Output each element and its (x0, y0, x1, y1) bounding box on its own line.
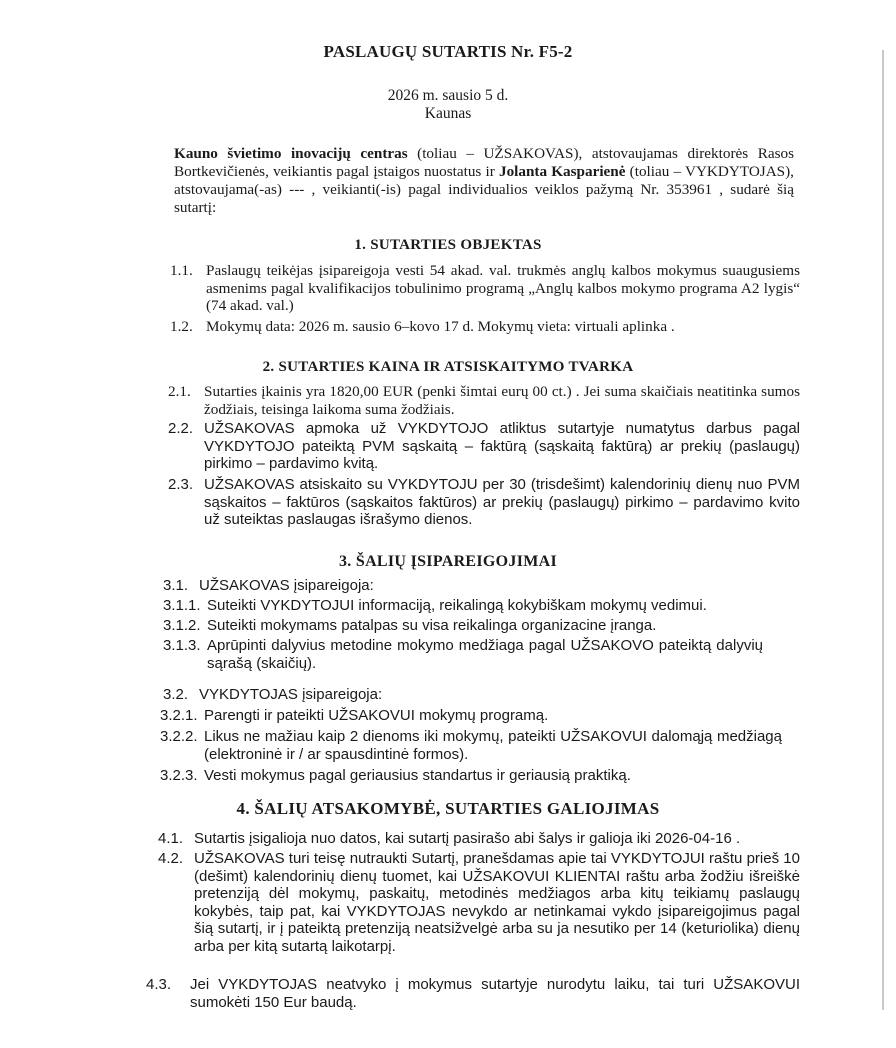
clause-3-2-3 (160, 767, 800, 785)
clause-number: 2.2. (168, 420, 194, 437)
contract-date: 2026 m. sausio 5 d. (387, 87, 509, 104)
clause-4-2 (158, 850, 800, 955)
clause-1-2 (170, 318, 800, 336)
clause-text: Vesti mokymus pagal geriausius standartus ir geriausią praktiką. (204, 767, 631, 784)
clause-text: Aprūpinti dalyvius metodine mokymo medžiaga pagal UŽSAKOVO pateiktą dalyvių sąrašą (skaičių). (207, 637, 763, 672)
clause-text: UŽSAKOVAS įsipareigoja: (199, 577, 374, 594)
intro-paragraph (174, 145, 794, 217)
clause-text: Likus ne mažiau kaip 2 dienoms iki mokymų, pateikti UŽSAKOVUI dalomąją medžiagą (elektroninė ir / ar spausdintinė formos). (204, 728, 782, 763)
clause-number: 4.3. (146, 976, 172, 993)
intro-text-2: (toliau – VYKDYTOJAS), atstovaujama(-as) --- , veikianti(-is) pagal individualios veiklos pažymą Nr. 353961 , sudarė šią sutartį: (174, 163, 794, 216)
section-4-heading: 4. ŠALIŲ ATSAKOMYBĖ, SUTARTIES GALIOJIMAS (236, 799, 660, 818)
clause-number: 4.1. (158, 830, 184, 847)
clause-1-1 (170, 262, 800, 315)
clause-3-1-3 (163, 637, 763, 672)
clause-text: Mokymų data: 2026 m. sausio 6–kovo 17 d. Mokymų vieta: virtuali aplinka . (206, 318, 675, 335)
clause-number: 3.1.1. (163, 597, 201, 614)
page-edge-shadow (882, 50, 884, 1010)
section-2-heading: 2. SUTARTIES KAINA IR ATSISKAITYMO TVARKA (262, 359, 634, 375)
clause-number: 1.2. (170, 318, 193, 335)
clause-text: Suteikti VYKDYTOJUI informaciją, reikalingą kokybiškam mokymų vedimui. (207, 597, 707, 614)
clause-3-2-1 (160, 707, 800, 725)
contract-city: Kaunas (424, 105, 472, 122)
clause-number: 1.1. (170, 262, 193, 279)
clause-number: 3.2. (163, 686, 189, 703)
clause-2-2 (168, 420, 800, 473)
provider-name: Jolanta Kasparienė (498, 163, 626, 180)
clause-3-1-1 (163, 597, 803, 615)
clause-number: 2.3. (168, 476, 194, 493)
clause-3-1-2 (163, 617, 803, 635)
clause-2-1 (168, 383, 800, 418)
clause-text: Suteikti mokymams patalpas su visa reikalinga organizacine įranga. (207, 617, 657, 634)
clause-text: Paslaugų teikėjas įsipareigoja vesti 54 akad. val. trukmės anglų kalbos mokymus suaugusiems asmenims pagal kvalifikacijos tobulinimo programą „Anglų kalbos mokymo programa A2 lygis“ (74 akad. val.) (206, 262, 800, 314)
section-1-heading: 1. SUTARTIES OBJEKTAS (354, 237, 542, 253)
clause-text: Jei VYKDYTOJAS neatvyko į mokymus sutartyje nurodytu laiku, tai turi UŽSAKOVUI sumokėti 150 Eur baudą. (190, 976, 800, 1011)
clause-text: Parengti ir pateikti UŽSAKOVUI mokymų programą. (204, 707, 549, 724)
client-name: Kauno švietimo inovacijų centras (174, 145, 408, 162)
clause-number: 3.1.2. (163, 617, 201, 634)
clause-number: 3.2.1. (160, 707, 198, 724)
clause-text: Sutartis įsigalioja nuo datos, kai sutartį pasirašo abi šalys ir galioja iki 2026-04-16 . (194, 830, 741, 847)
clause-text: UŽSAKOVAS apmoka už VYKDYTOJO atliktus sutartyje numatytus darbus pagal VYKDYTOJO pateiktą PVM sąskaitą – faktūrą (sąskaitą faktūrą) ar prekių (paslaugų) pirkimo – pardavimo kvitą. (204, 420, 800, 472)
intro-text-1: (toliau – UŽSAKOVAS), atstovaujamas direktorės Rasos Bortkevičienės, veikiantis pagal įstaigos nuostatus ir (174, 145, 794, 180)
clause-2-3 (168, 476, 800, 529)
clause-text: VYKDYTOJAS įsipareigoja: (199, 686, 383, 703)
clause-number: 3.2.2. (160, 728, 198, 745)
clause-3-1 (163, 577, 803, 595)
clause-text: Sutarties įkainis yra 1820,00 EUR (penki šimtai eurų 00 ct.) . Jei suma skaičiais neatitinka sumos žodžiais, teisinga laikoma suma žodžiais. (204, 383, 800, 418)
clause-number: 3.1. (163, 577, 189, 594)
clause-number: 3.1.3. (163, 637, 201, 654)
clause-text: UŽSAKOVAS atsiskaito su VYKDYTOJU per 30 (trisdešimt) kalendorinių dienų nuo PVM sąskaitos – faktūros (sąskaitos faktūros) ar prekių (paslaugų) pirkimo – pardavimo kvito už suteiktas paslaugas išrašymo dienos. (204, 476, 800, 528)
contract-title: PASLAUGŲ SUTARTIS Nr. F5-2 (323, 42, 573, 61)
clause-3-2 (163, 686, 803, 704)
clause-4-1 (158, 830, 798, 848)
section-3-heading: 3. ŠALIŲ ĮSIPAREIGOJIMAI (338, 553, 558, 570)
clause-number: 4.2. (158, 850, 184, 867)
clause-4-3 (146, 976, 800, 1011)
clause-number: 2.1. (168, 383, 191, 400)
clause-text: UŽSAKOVAS turi teisę nutraukti Sutartį, pranešdamas apie tai VYKDYTOJUI raštu prieš 10 (dešimt) kalendorinių dienų tuomet, kai UŽSAKOVUI KLIENTAI raštu arba žodžiu išreiškė pretenziją dėl mokymų, paskaitų, metodinės medžiagos arba kitų teikiamų paslaugų kokybės, taip pat, kai VYKDYTOJAS nevykdo ar netinkamai vykdo įsipareigojimus pagal šią sutartį, ir į pateiktą pretenziją neatsižvelgė arba su ja nesutiko per 14 (keturiolika) dienų arba per kitą sutartą laikotarpį. (194, 850, 800, 955)
clause-3-2-2 (160, 728, 782, 763)
clause-number: 3.2.3. (160, 767, 198, 784)
